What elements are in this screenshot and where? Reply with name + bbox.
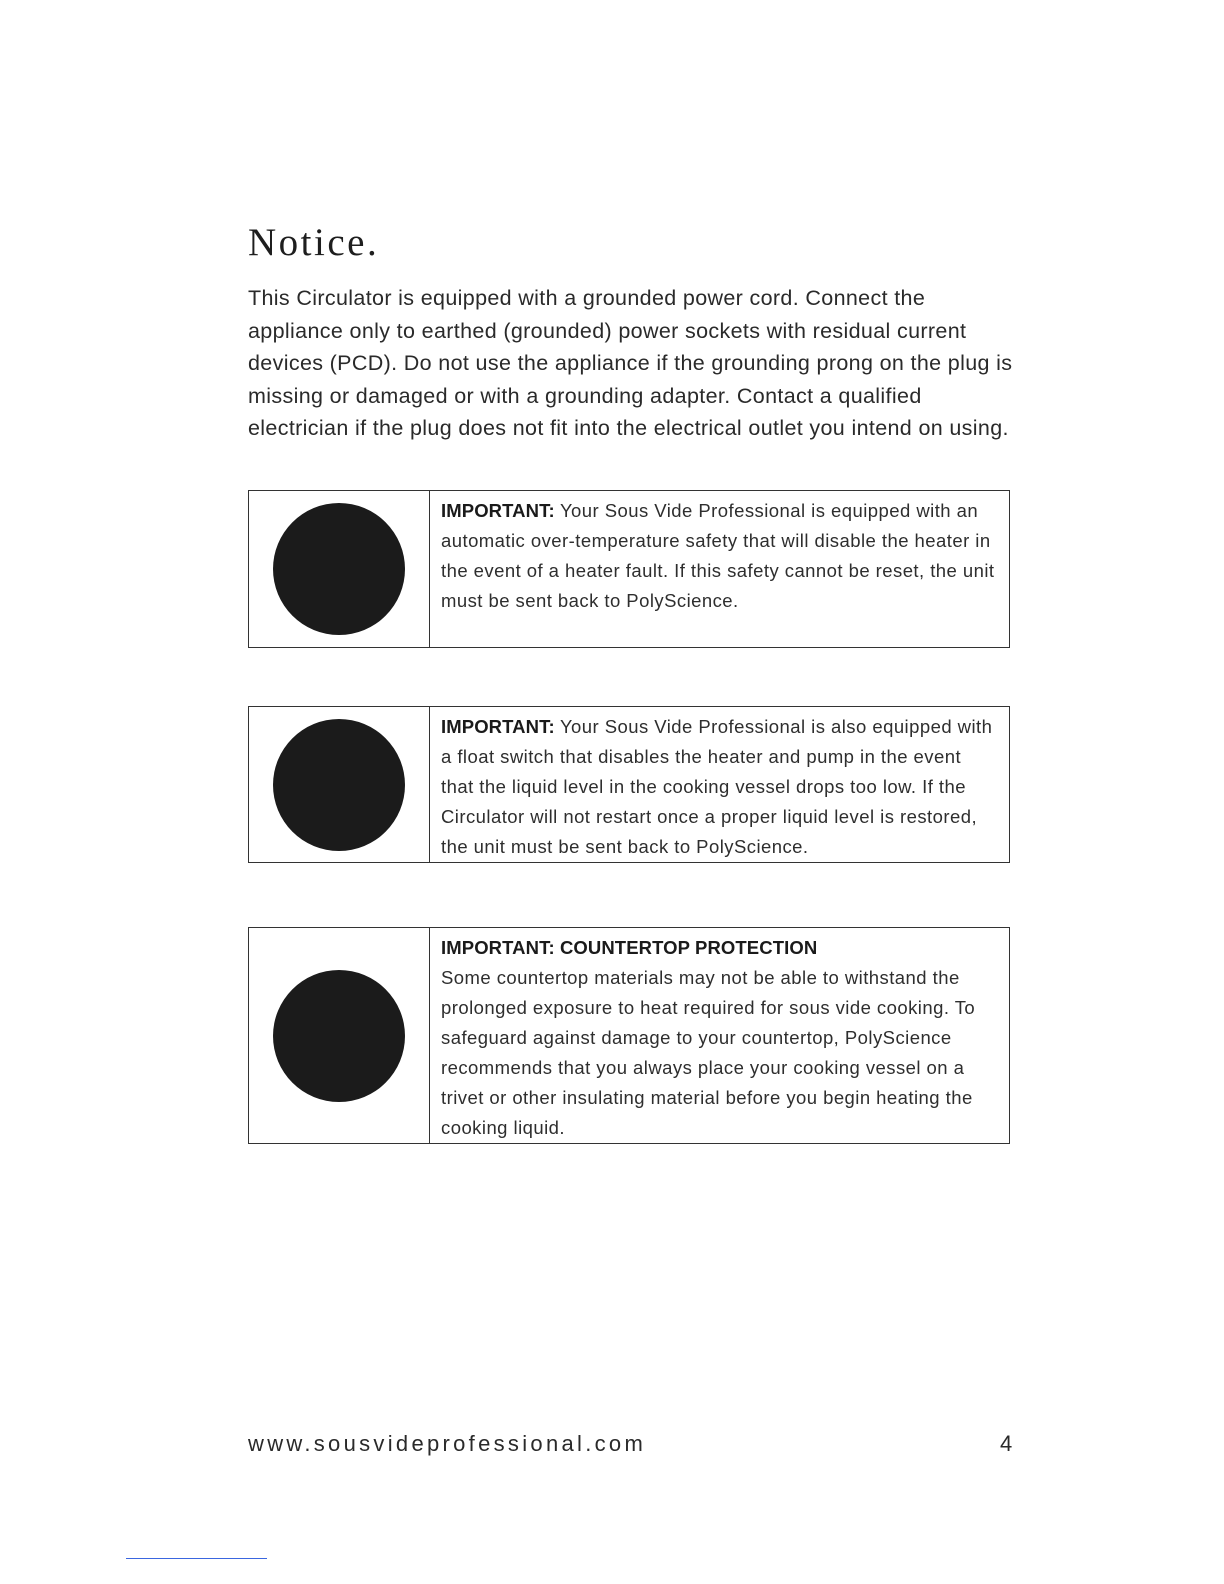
notice-icon-cell	[249, 707, 430, 862]
notice-box-float-switch	[248, 706, 1010, 863]
notice-box-over-temperature	[248, 490, 1010, 648]
notice-icon-cell	[249, 928, 430, 1143]
notice-body: Your Sous Vide Professional is equipped with an automatic over-temperature safety that will disable the heater in the event of a heater fault. If this safety cannot be reset, the unit must be sent back to PolyScience.	[441, 500, 995, 611]
notice-box-countertop-protection	[248, 927, 1010, 1144]
notice-text	[430, 491, 1009, 647]
notice-body: Your Sous Vide Professional is also equipped with a float switch that disables the heater and pump in the event that the liquid level in the cooking vessel drops too low. If the Circulator will not restart once a proper liquid level is restored, the unit must be sent back to PolyScience.	[441, 716, 993, 857]
page-number: 4	[1000, 1431, 1013, 1456]
notice-label: IMPORTANT: COUNTERTOP PROTECTION	[441, 937, 818, 958]
footer-website-link[interactable]: www.sousvideprofessional.com	[248, 1431, 647, 1456]
warning-circle-icon	[273, 503, 405, 635]
divider-line	[126, 1558, 267, 1559]
notice-text	[430, 707, 1009, 862]
notice-text	[430, 928, 1009, 1143]
notice-label: IMPORTANT:	[441, 716, 555, 737]
notice-body: Some countertop materials may not be able to withstand the prolonged exposure to heat required for sous vide cooking. To safeguard against damage to your countertop, PolyScience recommends that you always place your cooking vessel on a trivet or other insulating material before you begin heating the cooking liquid.	[441, 967, 976, 1138]
page-title: Notice.	[248, 221, 380, 264]
warning-circle-icon	[273, 970, 405, 1102]
notice-label: IMPORTANT:	[441, 500, 555, 521]
intro-paragraph: This Circulator is equipped with a grounded power cord. Connect the appliance only to earthed (grounded) power sockets with residual current devices (PCD). Do not use the appliance if the grounding prong on the plug is missing or damaged or with a grounding adapter. Contact a qualified electrician if the plug does not fit into the electrical outlet you intend on using.	[248, 286, 1013, 440]
notice-icon-cell	[249, 491, 430, 647]
warning-circle-icon	[273, 719, 405, 851]
